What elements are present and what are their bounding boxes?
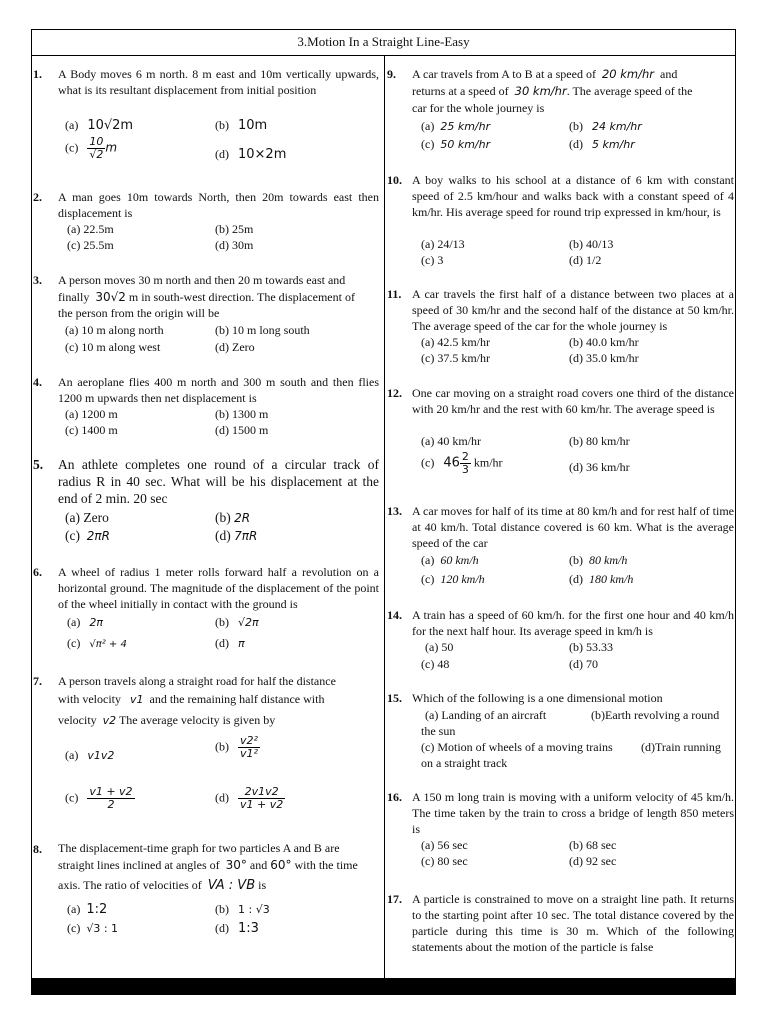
option-d[interactable]: (d) 36 km/hr [569,460,630,474]
option-c[interactable]: (c) 1400 m [65,423,118,437]
option-b-continued: the sun [421,724,456,738]
question-number: 11. [387,287,402,301]
page-title: 3.Motion In a Straight Line-Easy [297,34,470,49]
option-c[interactable]: (c) 48 [421,657,450,671]
question-number: 12. [387,386,402,400]
option-a[interactable]: (a) 50 [425,640,454,654]
question-text: A 150 m long train is moving with a uniform velocity of 45 km/h. The time taken by the train to cross a bridge of length 850 meters is [412,790,734,836]
option-d[interactable]: (d) 92 sec [569,854,617,868]
question-number: 14. [387,608,402,622]
option-d[interactable]: (d) 30m [215,238,254,252]
option-d[interactable]: (d) $\frac{2v1v2}{v1 + v2}$ [215,785,284,811]
column-divider [384,55,385,978]
option-b[interactable]: (b) 80 km/hr [569,434,630,448]
option-b[interactable]: (b) 10 m long south [215,323,310,337]
question-text: Which of the following is a one dimensional motion [412,691,663,705]
question-number: 10. [387,173,402,187]
option-a[interactable]: (a) 24/13 [421,237,465,251]
option-a[interactable]: (a) 60 km/h [421,553,479,567]
option-d[interactable]: (d) 70 [569,657,598,671]
question-text: A particle is constrained to move on a straight line path. It returns to the starting point after 10 sec. The total distance covered by the particle during this time is 30 m. Which of the following statements about the motion of the particle is false [412,892,734,954]
option-a[interactable]: (a) 42.5 km/hr [421,335,490,349]
option-c[interactable]: (c) Motion of wheels of a moving trains [421,740,613,754]
question-number: 16. [387,790,402,804]
question-text: A car moves for half of its time at 80 km/h and for rest half of time at 40 km/h. Total distance covered is 60 km. What is the average speed of the car [412,504,734,550]
question-number: 6. [33,565,42,579]
option-b[interactable]: (b)Earth revolving a round [591,708,720,722]
question-text: A car travels from A to B at a speed of 20 km/hr and returns at a speed of 30 km/hr. The average speed of the car for the whole journey is [412,67,693,115]
option-c[interactable]: (c) 46 $\frac{2}{3}$ km/hr [421,450,503,476]
option-b[interactable]: (b) 24 km/hr [569,119,642,133]
option-c[interactable]: (c) 10 m along west [65,340,161,354]
question-number: 7. [33,674,42,688]
option-a[interactable]: (a) 40 km/hr [421,434,481,448]
option-a[interactable]: (a) Zero [65,510,109,525]
option-a[interactable]: (a) 10√2m [65,118,134,133]
option-a[interactable]: (a) 2π [67,615,103,629]
question-number: 15. [387,691,402,705]
question-number: 8. [33,842,42,856]
option-d[interactable]: (d)Train running [641,740,721,754]
option-b[interactable]: (b) 68 sec [569,838,617,852]
question-text: A Body moves 6 m north. 8 m east and 10m vertically upwards, what is its resultant displacement from initial position [58,67,379,97]
option-d[interactable]: (d) 35.0 km/hr [569,351,639,365]
option-d-continued: on a straight track [421,756,508,770]
question-number: 3. [33,273,42,287]
option-d[interactable]: (d) 5 km/hr [569,137,635,151]
question-number: 2. [33,190,42,204]
option-c[interactable]: (c) 50 km/hr [421,137,491,151]
option-c[interactable]: (c) 120 km/h [421,572,485,586]
option-c[interactable]: (c) 25.5m [67,238,114,252]
option-a[interactable]: (a) 22.5m [67,222,114,236]
question-number: 13. [387,504,402,518]
option-b[interactable]: (b) 40/13 [569,237,614,251]
option-c[interactable]: (c) 2πR [65,528,110,543]
option-a[interactable]: (a) Landing of an aircraft [425,708,547,722]
option-b[interactable]: (b) $\frac{\text{v2²}}{\text{v1²}}$ [215,734,258,760]
option-c[interactable]: (c) √3 : 1 [67,921,119,935]
option-b[interactable]: (b) 25m [215,222,254,236]
question-number: 1. [33,67,42,81]
question-text: A man goes 10m towards North, then 20m towards east then displacement is [58,190,379,220]
option-c[interactable]: (c) 80 sec [421,854,468,868]
option-d[interactable]: (d) 180 km/h [569,572,634,586]
option-b[interactable]: (b) 2R [215,510,251,525]
option-a[interactable]: (a) 1200 m [65,407,118,421]
option-b[interactable]: (b) 80 km/h [569,553,628,567]
question-number: 9. [387,67,396,81]
option-b[interactable]: (b) 1300 m [215,407,269,421]
question-number: 17. [387,892,402,906]
option-b[interactable]: (b) 1 : √3 [215,902,270,916]
option-d[interactable]: (d) 7πR [215,528,258,543]
option-c[interactable]: (c) 37.5 km/hr [421,351,490,365]
option-d[interactable]: (d) Zero [215,340,255,354]
option-d[interactable]: (d) 1500 m [215,423,269,437]
option-d[interactable]: (d) 1:3 [215,921,259,936]
option-d[interactable]: (d) 10×2m [215,147,287,162]
option-d[interactable]: (d) 1/2 [569,253,602,267]
question-text: An aeroplane flies 400 m north and 300 m south and then flies 1200 m upwards then net displacement is [58,375,379,405]
question-text: A train has a speed of 60 km/h. for the first one hour and 40 km/h for the next half hour. Its average speed in km/h is [412,608,734,638]
option-a[interactable]: (a) 56 sec [421,838,468,852]
option-b[interactable]: (b) 10m [215,118,268,133]
question-text: An athlete completes one round of a circular track of radius R in 40 sec. What will be his displacement at the end of 2 min. 20 sec [58,457,379,506]
question-text: The displacement-time graph for two particles A and B are straight lines inclined at angles of 30° and 60° with the time axis. The ratio of velocities of VA : VB is [58,841,358,893]
question-text: A person travels along a straight road for half the distance with velocity v1 and the remaining half distance with velocity v2 The average velocity is given by [58,674,336,727]
question-text: A wheel of radius 1 meter rolls forward half a revolution on a horizontal ground. The magnitude of the displacement of the point of the wheel initially in contact with the ground is [58,565,379,611]
option-a[interactable]: (a) v1v2 [65,748,115,762]
option-a[interactable]: (a) 25 km/hr [421,119,491,133]
option-c[interactable]: (c) √π² + 4 [67,636,127,650]
option-d[interactable]: (d) π [215,636,245,650]
footer-bar [32,978,735,994]
option-c[interactable]: (c) $\frac{v1 + v2}{2}$ [65,785,133,811]
question-number: 4. [33,375,42,389]
option-b[interactable]: (b) 53.33 [569,640,613,654]
option-a[interactable]: (a) 1:2 [67,902,108,917]
question-text: A boy walks to his school at a distance of 6 km with constant speed of 2.5 km/hour and walks back with a constant speed of 4 km/hr. His average speed for round trip expressed in km/hour, is [412,173,734,219]
option-c[interactable]: (c) 3 [421,253,444,267]
question-text: A person moves 30 m north and then 20 m towards east and finally 30√2 m in south-west direction. The displacement of the person from the origin will be [58,273,355,320]
option-c[interactable]: (c) $\frac{10}{√2}$ m [65,135,118,161]
question-number: 5. [33,457,44,472]
option-b[interactable]: (b) 40.0 km/hr [569,335,639,349]
option-b[interactable]: (b) √2π [215,615,259,629]
question-text: A car travels the first half of a distance between two places at a speed of 30 km/hr and the second half of the distance at 50 km/hr. The average speed of the car for the whole journey is [412,287,734,333]
option-a[interactable]: (a) 10 m along north [65,323,164,337]
question-text: One car moving on a straight road covers one third of the distance with 20 km/hr and the rest with 60 km/hr. The average speed is [412,386,734,416]
